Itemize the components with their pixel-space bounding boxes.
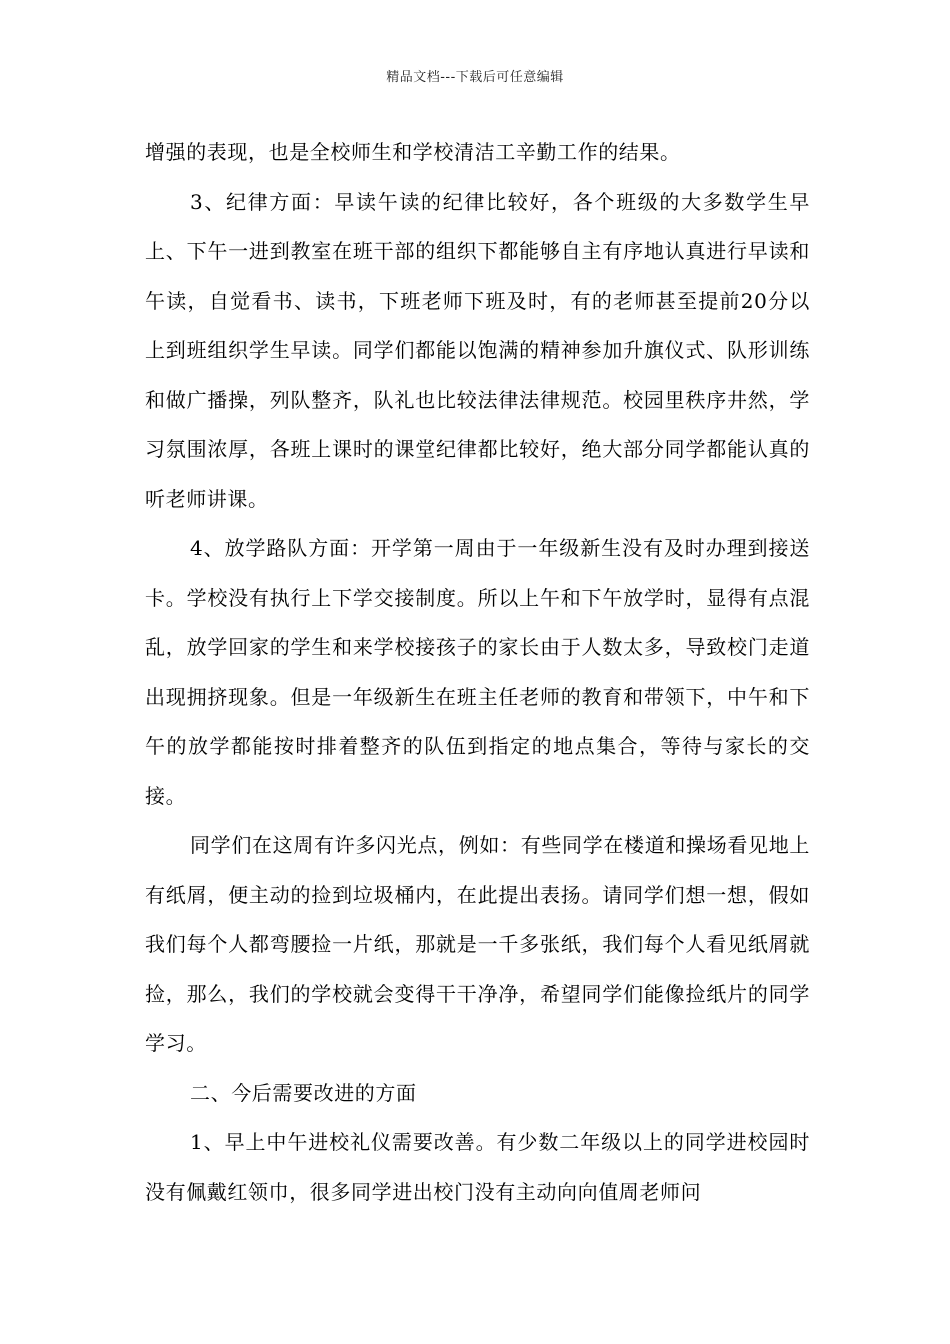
page-header: 精品文档---下载后可任意编辑 <box>386 70 564 85</box>
paragraph-3: 4、放学路队方面：开学第一周由于一年级新生没有及时办理到接送卡。学校没有执行上下学交接制度。所以上午和下午放学时，显得有点混乱，放学回家的学生和来学校接孩子的家长由于人数太多，导致校门走道出现拥挤现象。但是一年级新生在班主任老师的教育和带领下，中午和下午的放学都能按时排着整齐的队伍到指定的地点集合，等待与家长的交接。 <box>145 536 810 808</box>
section-heading: 二、今后需要改进的方面 <box>190 1080 417 1105</box>
paragraph-1: 增强的表现，也是全校师生和学校清洁工辛勤工作的结果。 <box>145 140 681 164</box>
paragraph-2: 3、纪律方面：早读午读的纪律比较好，各个班级的大多数学生早上、下午一进到教室在班干部的组织下都能够自主有序地认真进行早读和午读，自觉看书、读书，下班老师下班及时，有的老师甚至提前20分以上到班组织学生早读。同学们都能以饱满的精神参加升旗仪式、队形训练和做广播操，列队整齐，队礼也比较法律法律规范。校园里秩序井然，学习氛围浓厚，各班上课时的课堂纪律都比较好，绝大部分同学都能认真的听老师讲课。 <box>145 189 810 511</box>
paragraph-4: 同学们在这周有许多闪光点，例如：有些同学在楼道和操场看见地上有纸屑，便主动的捡到垃圾桶内，在此提出表扬。请同学们想一想，假如我们每个人都弯腰捡一片纸，那就是一千多张纸，我们每个人看见纸屑就捡，那么，我们的学校就会变得干干净净，希望同学们能像捡纸片的同学学习。 <box>145 833 810 1055</box>
paragraph-5: 1、早上中午进校礼仪需要改善。有少数二年级以上的同学进校园时没有佩戴红领巾，很多同学进出校门没有主动向向值周老师问 <box>145 1130 810 1204</box>
document-body <box>145 128 810 1217</box>
